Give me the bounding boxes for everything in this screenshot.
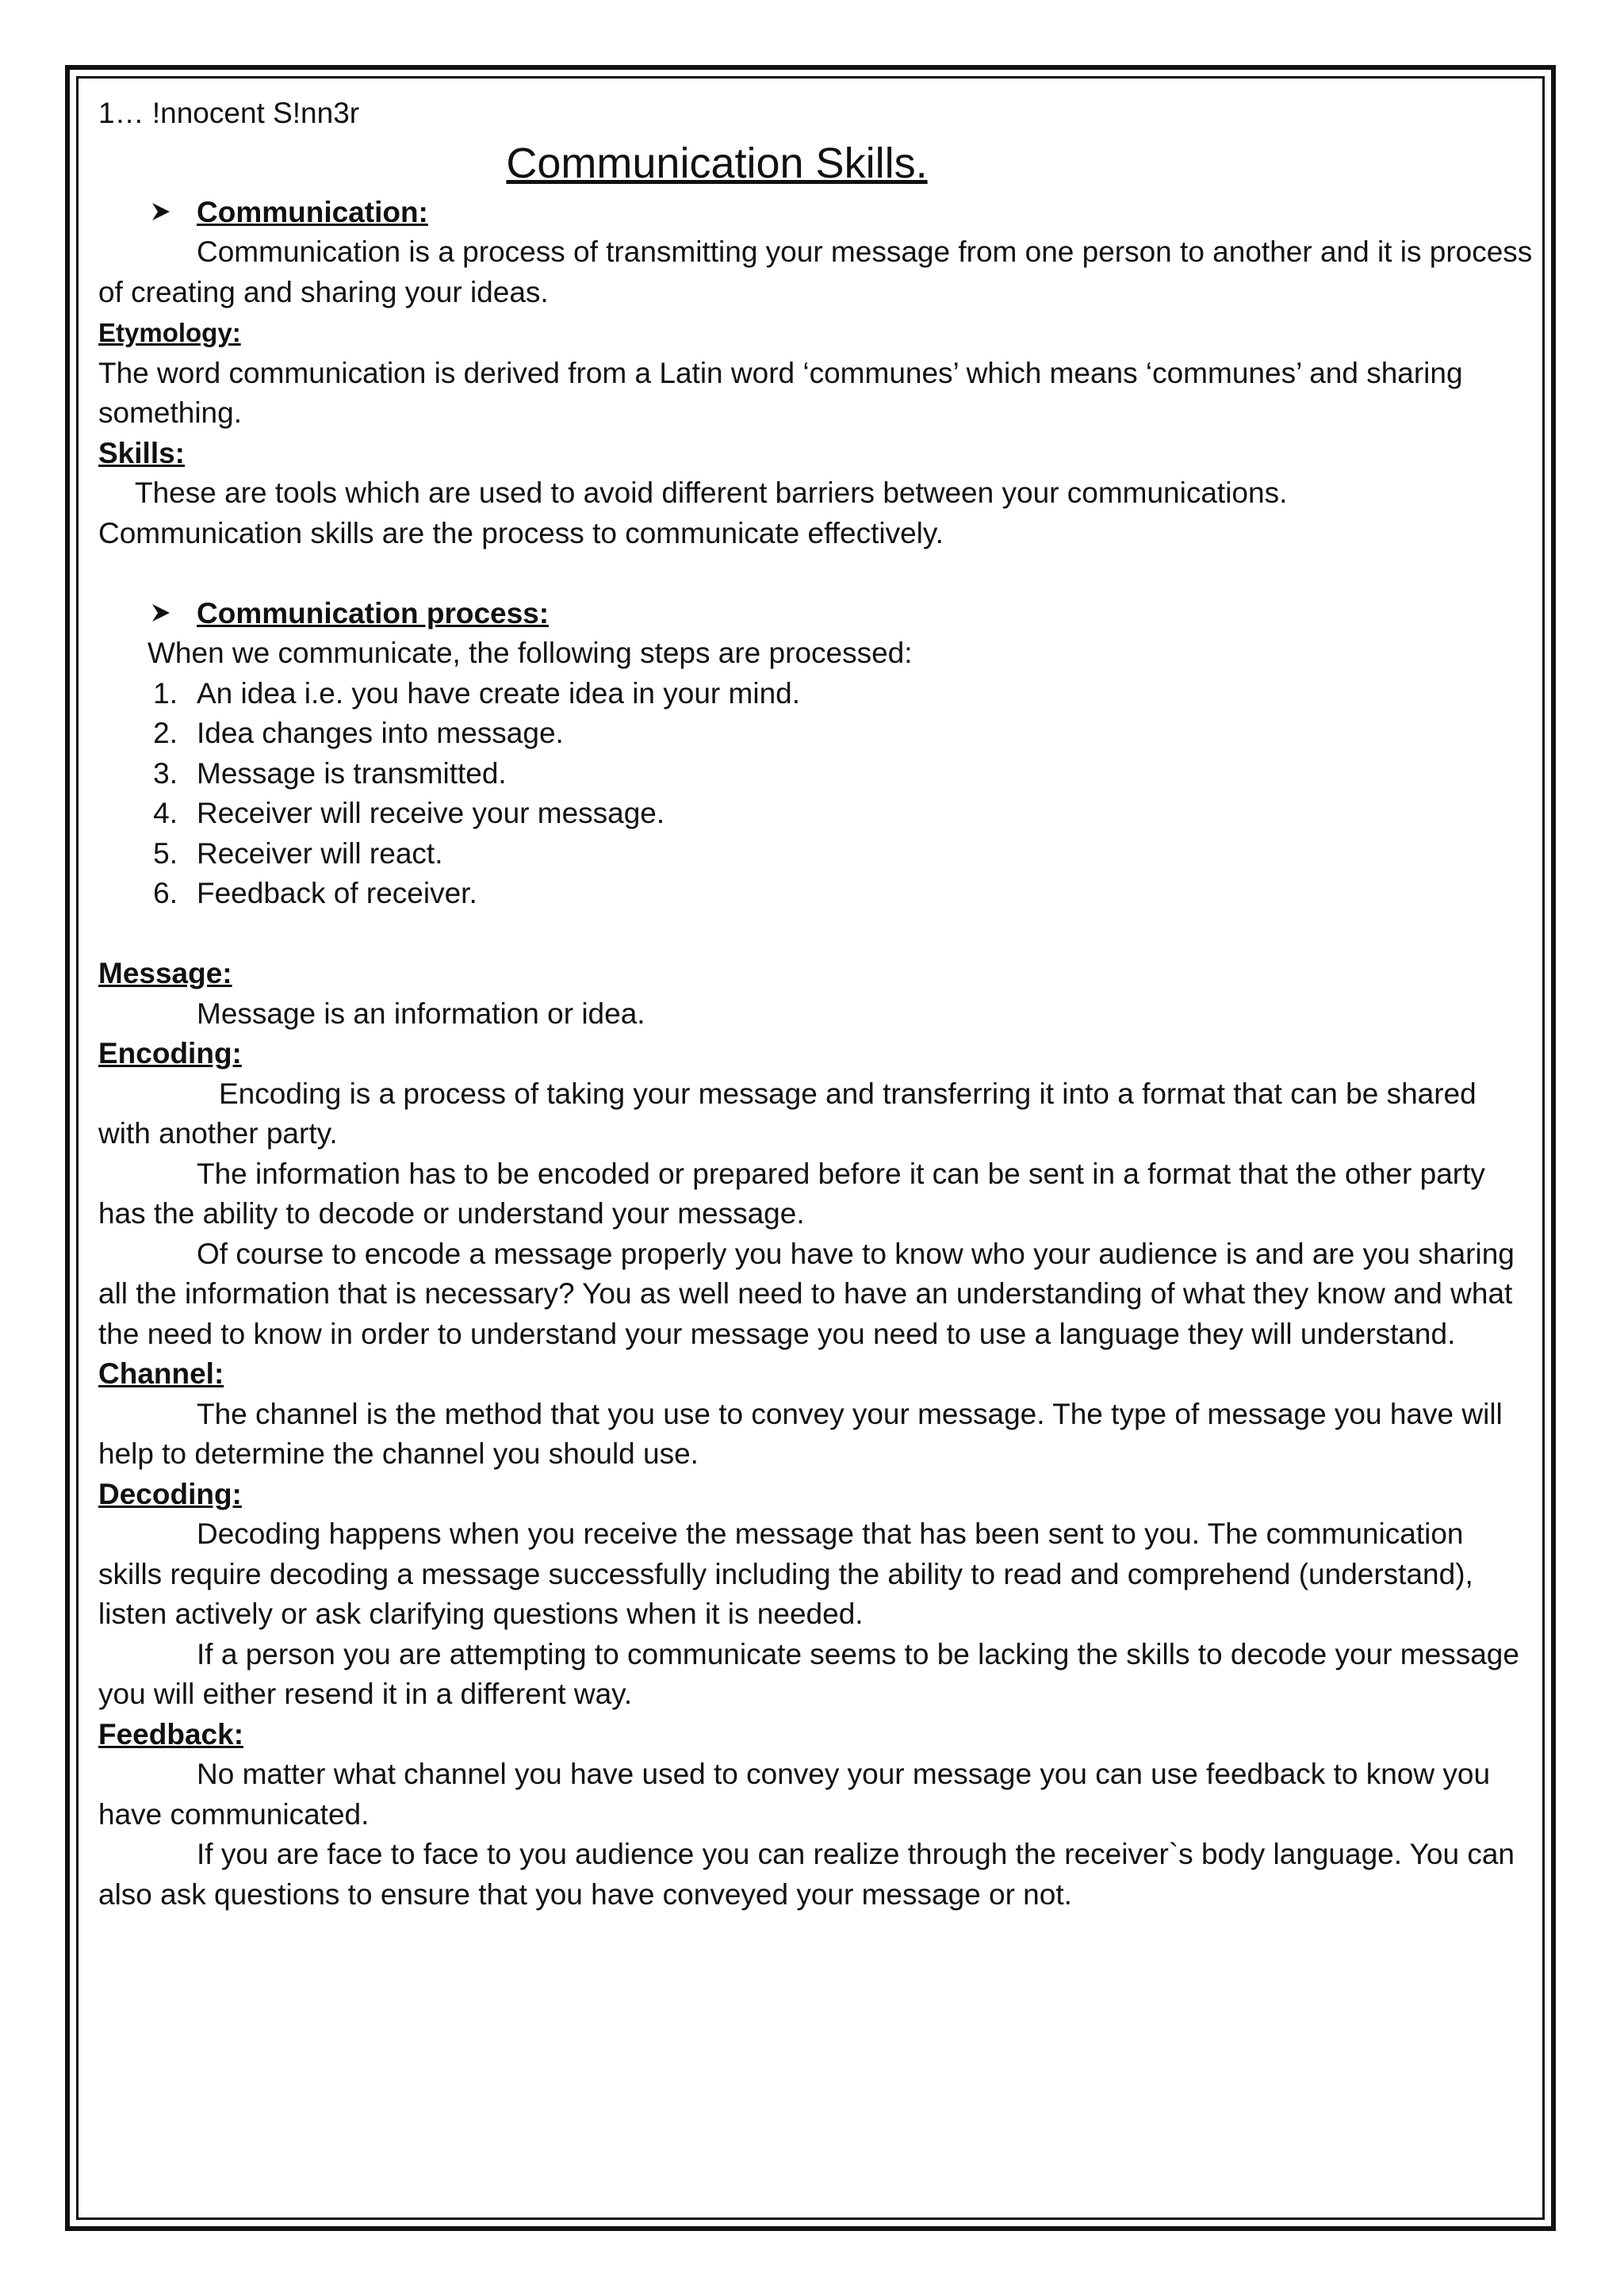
page-header: 1… !nnocent S!nn3r <box>98 97 360 129</box>
list-item: 3. Message is transmitted. <box>153 756 507 790</box>
communication-heading: Communication: <box>197 195 428 228</box>
message-heading: Message: <box>98 957 232 989</box>
process-steps-list <box>98 674 1534 914</box>
process-intro: When we communicate, the following steps are processed: <box>147 637 913 669</box>
feedback-heading: Feedback: <box>98 1717 244 1751</box>
decoding-heading: Decoding: <box>98 1477 242 1510</box>
etymology-heading: Etymology: <box>98 318 241 347</box>
skills-text: These are tools which are used to avoid different barriers between your communications. <box>135 476 1288 509</box>
etymology-text: The word communication is derived from a Latin word ‘communes’ which means ‘communes’ and sharing something. <box>98 356 1463 429</box>
arrow-bullet-icon <box>151 193 197 233</box>
arrow-bullet-icon <box>151 594 197 634</box>
decoding-paragraph-1: Decoding happens when you receive the message that has been sent to you. The communication skills require decoding a message successfully including the ability to read and comprehend (understand), listen actively or ask clarifying questions when it is needed. <box>98 1517 1473 1630</box>
encoding-paragraph-1: Encoding is a process of taking your message and transferring it into a format that can be shared with another party. <box>98 1077 1477 1150</box>
document-page <box>98 94 1534 1915</box>
list-item: 6. Feedback of receiver. <box>153 877 477 909</box>
list-item: 4. Receiver will receive your message. <box>153 797 665 829</box>
encoding-paragraph-3: Of course to encode a message properly you have to know who your audience is and are you sharing all the information that is necessary? You as well need to have an understanding of what they know and what the need to know in order to understand your message you need to use a language they will understand. <box>98 1237 1515 1350</box>
list-item: 1. An idea i.e. you have create idea in your mind. <box>153 676 801 710</box>
communication-heading-row <box>151 193 1534 233</box>
encoding-heading: Encoding: <box>98 1037 242 1070</box>
feedback-paragraph-2: If you are face to face to you audience you can realize through the receiver`s body language. You can also ask questions to ensure that you have conveyed your message or not. <box>98 1838 1515 1911</box>
skills-heading: Skills: <box>98 436 185 469</box>
channel-heading: Channel: <box>98 1357 224 1390</box>
skills-text-2: Communication skills are the process to communicate effectively. <box>98 516 944 549</box>
decoding-paragraph-2: If a person you are attempting to communicate seems to be lacking the skills to decode your message you will either resend it in a different way. <box>98 1637 1519 1710</box>
feedback-paragraph-1: No matter what channel you have used to convey your message you can use feedback to know you have communicated. <box>98 1758 1491 1831</box>
process-heading: Communication process: <box>197 596 550 629</box>
message-text: Message is an information or idea. <box>197 997 645 1030</box>
list-item: 2. Idea changes into message. <box>153 717 564 749</box>
channel-paragraph-1: The channel is the method that you use to convey your message. The type of message you have will help to determine the channel you should use. <box>98 1397 1503 1470</box>
process-heading-row <box>151 594 1534 634</box>
document-title: Communication Skills. <box>506 139 928 187</box>
encoding-paragraph-2: The information has to be encoded or prepared before it can be sent in a format that the other party has the ability to decode or understand your message. <box>98 1157 1485 1230</box>
list-item: 5. Receiver will react. <box>153 836 443 870</box>
communication-text: Communication is a process of transmitting your message from one person to another and it is process of creating and sharing your ideas. <box>98 235 1533 308</box>
